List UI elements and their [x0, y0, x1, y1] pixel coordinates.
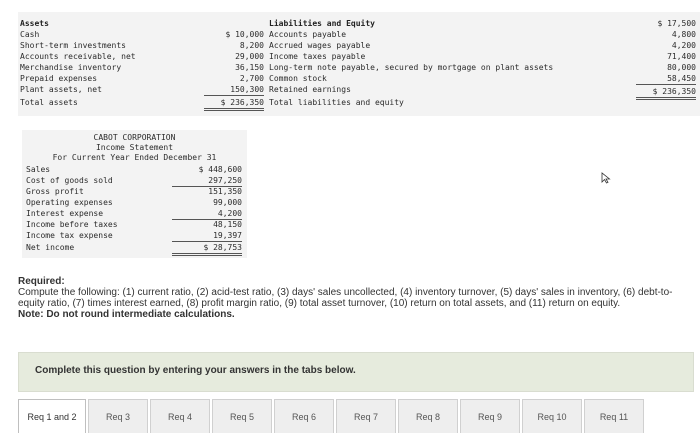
- liability-amount: 4,800: [671, 30, 696, 39]
- balance-sheet: [18, 12, 700, 116]
- required-body: Compute the following: (1) current ratio, (2) acid-test ratio, (3) days' sales uncollected, (4) inventory turnover, (5) days' sales in inventory, (6) debt-to-equity ratio, (7) times interest earned, (8) profit margin ratio, (9) total asset turnover, (10) return on total assets, and (11) return on equity.: [18, 287, 673, 309]
- income-amount: 48,150: [213, 220, 242, 229]
- asset-amount: 150,300: [204, 84, 264, 96]
- income-row: [22, 186, 247, 197]
- income-label: Cost of goods sold: [26, 176, 113, 185]
- asset-label: Plant assets, net: [20, 85, 102, 94]
- requirement-tabs: [18, 399, 700, 437]
- income-row: [22, 208, 247, 219]
- tab-req-5[interactable]: Req 5: [212, 399, 272, 433]
- income-row: [22, 164, 247, 175]
- income-label: Income tax expense: [26, 231, 113, 240]
- asset-amount: 36,150: [235, 63, 264, 72]
- income-label: Income before taxes: [26, 220, 118, 229]
- income-label: Operating expenses: [26, 198, 113, 207]
- instruction-bar: [18, 352, 694, 392]
- company-name: CABOT CORPORATION: [93, 133, 176, 142]
- mouse-cursor-icon: [601, 172, 611, 184]
- liability-label: Accrued wages payable: [269, 41, 371, 50]
- tab-req-1-and-2[interactable]: Req 1 and 2: [18, 399, 86, 433]
- income-row: [22, 219, 247, 230]
- asset-label: Merchandise inventory: [20, 63, 122, 72]
- asset-amount: 2,700: [239, 74, 264, 83]
- instruction-text: Complete this question by entering your answers in the tabs below.: [35, 365, 356, 376]
- income-amount: $ 28,753: [172, 242, 242, 256]
- total-assets-amount: $ 236,350: [204, 97, 264, 111]
- required-title: Required:: [18, 276, 65, 287]
- income-amount: 151,350: [208, 187, 242, 196]
- income-amount: 297,250: [172, 175, 242, 187]
- required-note: Note: Do not round intermediate calculations.: [18, 309, 235, 320]
- liability-label: Retained earnings: [269, 85, 351, 94]
- statement-period: For Current Year Ended December 31: [52, 153, 217, 162]
- liabilities-labels: [269, 18, 609, 108]
- total-liabilities-amount: $ 236,350: [636, 86, 696, 100]
- liability-amount: 71,400: [667, 52, 696, 61]
- tab-req-6[interactable]: Req 6: [274, 399, 334, 433]
- income-label: Gross profit: [26, 187, 84, 196]
- income-row: [22, 197, 247, 208]
- income-amount: 19,397: [172, 230, 242, 242]
- asset-label: Prepaid expenses: [20, 74, 98, 83]
- income-row: [22, 242, 247, 253]
- assets-heading: Assets: [20, 19, 49, 28]
- assets-labels: [20, 18, 160, 108]
- liability-label: Income taxes payable: [269, 52, 366, 61]
- asset-amount: 8,200: [239, 41, 264, 50]
- tab-req-11[interactable]: Req 11: [584, 399, 644, 433]
- tab-req-4[interactable]: Req 4: [150, 399, 210, 433]
- tab-req-10[interactable]: Req 10: [522, 399, 582, 433]
- income-amount: 4,200: [172, 208, 242, 220]
- liability-label: Accounts payable: [269, 30, 347, 39]
- asset-amount: $ 10,000: [225, 30, 264, 39]
- required-section: [18, 276, 696, 320]
- liability-amount: 4,200: [671, 41, 696, 50]
- liabilities-amounts: [636, 18, 696, 100]
- asset-label: Short-term investments: [20, 41, 126, 50]
- liability-amount: 80,000: [667, 63, 696, 72]
- total-liabilities-label: Total liabilities and equity: [269, 98, 404, 107]
- tab-req-8[interactable]: Req 8: [398, 399, 458, 433]
- income-amount: 99,000: [213, 198, 242, 207]
- income-amount: $ 448,600: [198, 165, 242, 174]
- income-row: [22, 230, 247, 241]
- liabilities-heading: Liabilities and Equity: [269, 19, 375, 28]
- liability-amount: $ 17,500: [657, 19, 696, 28]
- tab-req-7[interactable]: Req 7: [336, 399, 396, 433]
- tab-req-3[interactable]: Req 3: [88, 399, 148, 433]
- income-label: Sales: [26, 165, 51, 174]
- statement-title: Income Statement: [95, 143, 174, 152]
- asset-label: Cash: [20, 30, 40, 39]
- tab-req-9[interactable]: Req 9: [460, 399, 520, 433]
- total-assets-label: Total assets: [20, 98, 78, 107]
- asset-amount: 29,000: [235, 52, 264, 61]
- assets-amounts: [204, 18, 264, 111]
- income-label: Net income: [26, 243, 75, 252]
- liability-label: Common stock: [269, 74, 327, 83]
- liability-label: Long-term note payable, secured by mortgage on plant assets: [269, 63, 554, 72]
- income-statement: [22, 130, 247, 258]
- income-label: Interest expense: [26, 209, 104, 218]
- liability-amount: 58,450: [636, 73, 696, 85]
- asset-label: Accounts receivable, net: [20, 52, 136, 61]
- income-row: [22, 175, 247, 186]
